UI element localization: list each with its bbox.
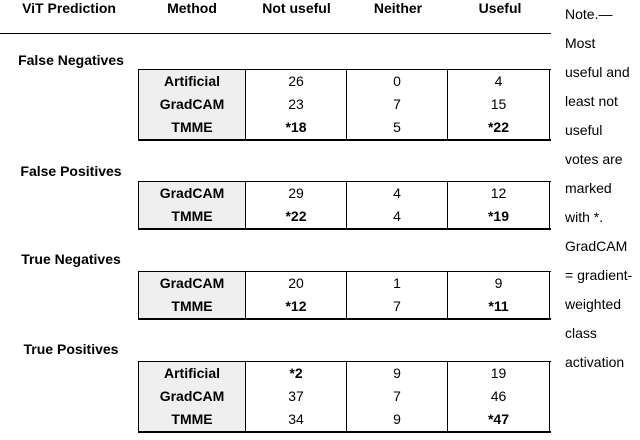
method-cell: TMME <box>138 205 246 228</box>
not-useful-cell: 29 <box>246 182 347 205</box>
table-row <box>138 205 551 228</box>
not-useful-cell: *12 <box>246 295 347 318</box>
note-line: Most <box>565 35 596 51</box>
note-line: marked <box>565 180 612 196</box>
useful-cell: *19 <box>448 205 550 228</box>
method-cell: GradCAM <box>138 272 246 295</box>
useful-cell: *11 <box>448 295 550 318</box>
header-neither: Neither <box>373 0 423 16</box>
neither-cell: 9 <box>347 362 448 385</box>
not-useful-cell: 26 <box>246 70 347 93</box>
neither-cell: 7 <box>347 385 448 408</box>
header-vit-prediction: ViT Prediction <box>22 0 116 16</box>
group-label-false-negatives: False Negatives <box>18 52 124 68</box>
not-useful-cell: *18 <box>246 116 347 139</box>
note-line: useful and <box>565 64 630 80</box>
useful-cell: *22 <box>448 116 550 139</box>
header-method: Method <box>167 0 217 16</box>
neither-cell: 7 <box>347 93 448 116</box>
useful-cell: *47 <box>448 408 550 431</box>
table-row <box>138 362 551 385</box>
neither-cell: 5 <box>347 116 448 139</box>
table-row <box>138 295 551 318</box>
group-label-false-positives: False Positives <box>20 163 122 179</box>
table-false-negatives <box>138 69 551 141</box>
table-row <box>138 116 551 139</box>
note-line: activation <box>565 354 625 370</box>
neither-cell: 7 <box>347 295 448 318</box>
neither-cell: 4 <box>347 182 448 205</box>
header-rule <box>0 33 551 34</box>
not-useful-cell: 34 <box>246 408 347 431</box>
note-line: least not <box>565 93 618 109</box>
table-row <box>138 385 551 408</box>
method-cell: TMME <box>138 116 246 139</box>
note-line: with *. <box>565 209 604 225</box>
group-label-true-positives: True Positives <box>23 341 119 357</box>
method-cell: GradCAM <box>138 182 246 205</box>
not-useful-cell: *22 <box>246 205 347 228</box>
header-useful: Useful <box>478 0 522 16</box>
note-line: = gradient- <box>565 267 633 283</box>
table-true-negatives <box>138 271 551 320</box>
neither-cell: 4 <box>347 205 448 228</box>
not-useful-cell: *2 <box>246 362 347 385</box>
table-row <box>138 272 551 295</box>
table-row <box>138 182 551 205</box>
group-label-true-negatives: True Negatives <box>21 251 121 267</box>
method-cell: GradCAM <box>138 385 246 408</box>
not-useful-cell: 23 <box>246 93 347 116</box>
header-not-useful: Not useful <box>262 0 331 16</box>
useful-cell: 4 <box>448 70 550 93</box>
table-note <box>565 0 640 377</box>
table-row <box>138 93 551 116</box>
useful-cell: 46 <box>448 385 550 408</box>
neither-cell: 1 <box>347 272 448 295</box>
useful-cell: 9 <box>448 272 550 295</box>
useful-cell: 19 <box>448 362 550 385</box>
note-line: weighted <box>565 296 622 312</box>
note-line: votes are <box>565 151 623 167</box>
neither-cell: 9 <box>347 408 448 431</box>
note-line: GradCAM <box>565 238 628 254</box>
method-cell: TMME <box>138 295 246 318</box>
note-line: useful <box>565 122 603 138</box>
neither-cell: 0 <box>347 70 448 93</box>
note-line: Note.— <box>565 6 613 22</box>
table-row <box>138 408 551 431</box>
table-false-positives <box>138 181 551 230</box>
method-cell: Artificial <box>138 362 246 385</box>
table-true-positives <box>138 361 551 433</box>
method-cell: GradCAM <box>138 93 246 116</box>
note-line: class <box>565 325 597 341</box>
useful-cell: 15 <box>448 93 550 116</box>
method-cell: Artificial <box>138 70 246 93</box>
table-row <box>138 70 551 93</box>
not-useful-cell: 37 <box>246 385 347 408</box>
not-useful-cell: 20 <box>246 272 347 295</box>
method-cell: TMME <box>138 408 246 431</box>
useful-cell: 12 <box>448 182 550 205</box>
